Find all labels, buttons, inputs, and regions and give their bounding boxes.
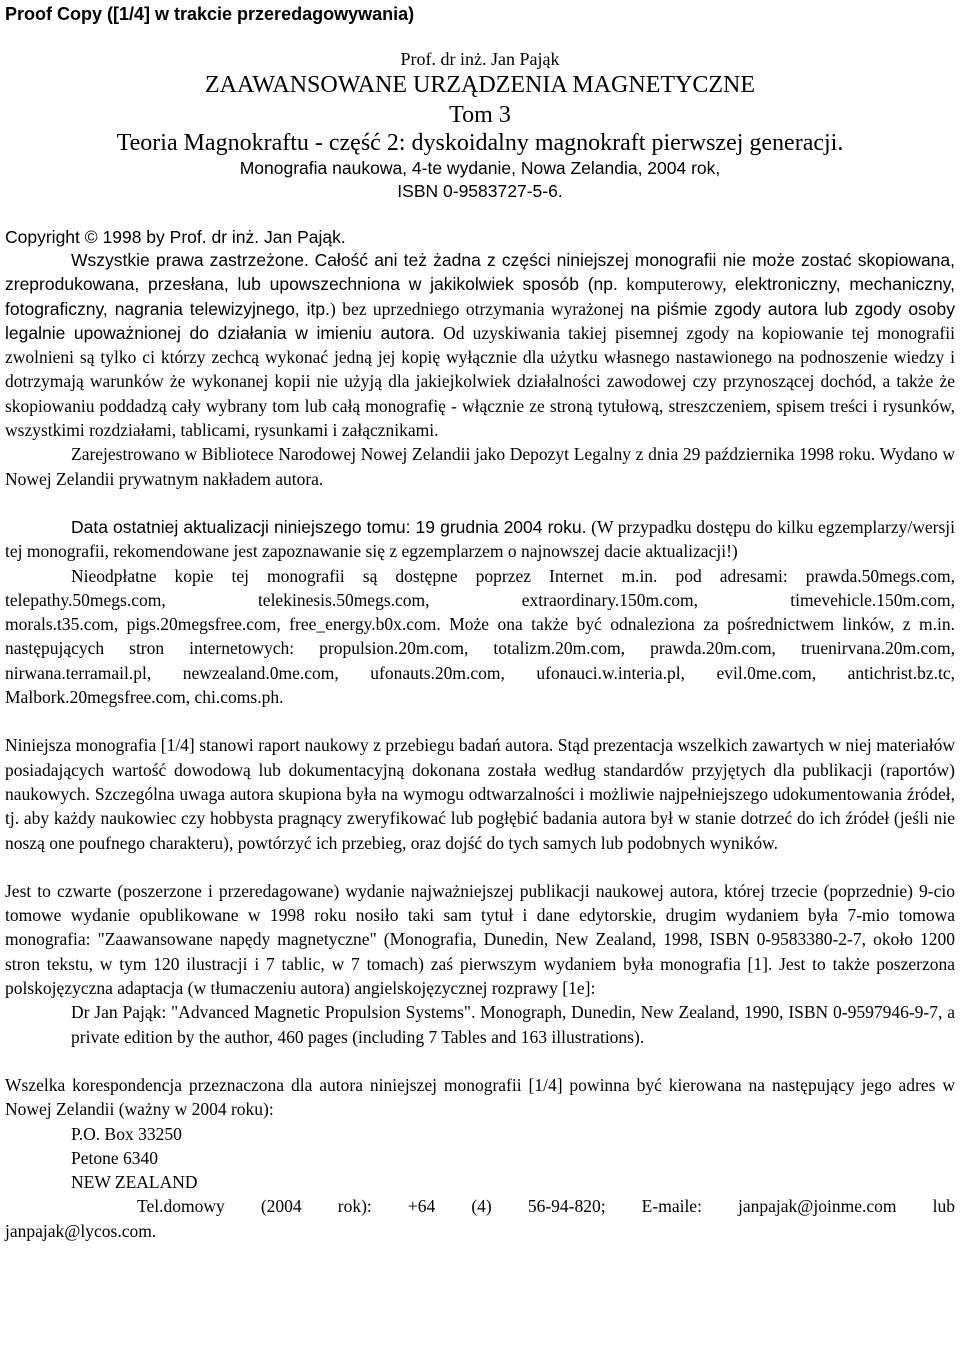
free-copies-line-1: Nieodpłatne kopie tej monografii są dostępne poprzez Internet m.in. pod adresami: prawda.50megs.com,	[71, 565, 955, 586]
copyright-notice	[5, 248, 955, 442]
rights-text-4: ) bez uprzedniego otrzymania wyrażonej	[329, 298, 624, 319]
address-line-1: P.O. Box 33250	[71, 1123, 182, 1144]
registration-paragraph: Zarejestrowano w Bibliotece Narodowej Nowej Zelandii jako Depozyt Legalny z dnia 29 października 1998 roku. Wydano w Nowej Zelandii prywatnym nakładem autora.	[5, 444, 955, 489]
rights-text-6: Od uzyskiwania takiej pisemnej zgody na kopiowanie tej monografii zwolnieni są tylko ci którzy zechcą wykonać jedną jej kopię wyłącznie dla użytku własnego nastawionego na podnoszenie wiedzy i dotrzymają warunków że wykonanej kopii nie użyją dla jakiejkolwiek działalności zawodowej czy przynoszącej dochód, a także że skopiowaniu poddadzą cały wybrany tom lub całą monografię - włącznie ze stroną tytułową, streszczeniem, spisem treści i rysunków, wszystkimi rozdziałami, tablicami, rysunkami i załącznikami.	[5, 322, 955, 441]
rights-text-5: na piśmie zgody autora lub zgody osoby legalnie upoważnionej do działania w imieniu autora.	[5, 298, 956, 343]
address-line-2: Petone 6340	[71, 1147, 159, 1168]
isbn: ISBN 0-9583727-5-6.	[397, 181, 563, 201]
address-line-3: NEW ZEALAND	[71, 1172, 198, 1193]
free-copies-rest: morals.t35.com, pigs.20megsfree.com, free_energy.b0x.com. Może ona także być odnaleziona za pośrednictwem linków, z m.in. następujących stron internetowych: propulsion.20m.com, totalizm.20m.com, prawda.20m.com, truenirvana.20m.com, nirwana.terramail.pl, newzealand.0me.com, ufonauts.20m.com, ufonauci.w.interia.pl, evil.0me.com, antichrist.bz.tc, Malbork.20megsfree.com, chi.coms.ph.	[5, 614, 955, 708]
document-page	[5, 0, 955, 1243]
history-paragraph: Jest to czwarte (poszerzone i przeredagowane) wydanie najważniejszej publikacji naukowej autora, której trzecie (poprzednie) 9-cio tomowe wydanie opublikowane w 1998 roku nosiło taki sam tytuł i dane edytorskie, drugim wydaniem była 7-mio tomowa monografia: "Zaawansowane napędy magnetyczne" (Monografia, Dunedin, New Zealand, 1998, ISBN 0-9583380-2-7, około 1200 stron tekstu, w tym 120 ilustracji i 7 tablic, w 7 tomach) zaś pierwszym wydaniem była monografia [1]. Jest to także poszerzona polskojęzyczna adaptacja (w tłumaczeniu autora) angielskojęzycznej rozprawy [1e]:	[5, 880, 955, 999]
volume-number: Tom 3	[449, 102, 511, 128]
rights-text-3: elektroniczny, mechaniczny, fotograficzny, nagrania telewizyjnego, itp.	[5, 274, 956, 319]
contact-tail: janpajak@lycos.com.	[5, 1220, 157, 1241]
series-title: ZAAWANSOWANE URZĄDZENIA MAGNETYCZNE	[204, 72, 756, 98]
rights-reserved: Wszystkie prawa zastrzeżone.	[71, 250, 309, 270]
rights-text-1: Całość ani też żadna z części niniejszej monografii nie może zostać skopiowana, zreprodukowana, przesłana, lub upowszechniona w jakikolwiek sposób (np.	[5, 250, 956, 295]
volume-subtitle: Teoria Magnokraftu - część 2: dyskoidalny magnokraft pierwszej generacji.	[116, 130, 844, 156]
update-paragraph	[5, 515, 955, 564]
report-paragraph: Niniejsza monografia [1/4] stanowi raport naukowy z przebiegu badań autora. Stąd prezentacja wszelkich zawartych w niej materiałów posiadających wartość dowodową lub dokumentacyjną dokonana została według standardów przyjętych dla publikacji (raportów) naukowych. Szczególna uwaga autora skupiona była na wymogu odtwarzalności i możliwie najpełniejszego udokumentowania źródeł, tj. aby każdy naukowiec czy hobbysta pragnący zweryfikować lub pogłębić badania autora był w stanie dotrzeć do ich źródeł (jeśli nie noszą one poufnego charakteru), powtórzyć ich przebieg, oraz dojść do tych samych lub podobnych wyników.	[5, 735, 955, 853]
free-copies-line-2: telepathy.50megs.com, telekinesis.50megs.com, extraordinary.150m.com, timevehicle.150m.com,	[5, 589, 955, 610]
update-date: Data ostatniej aktualizacji niniejszego tomu: 19 grudnia 2004 roku.	[71, 516, 587, 537]
edition-info: Monografia naukowa, 4-te wydanie, Nowa Zelandia, 2004 rok,	[239, 158, 721, 178]
copyright-line: Copyright © 1998 by Prof. dr inż. Jan Pająk.	[5, 227, 346, 247]
history-citation: Dr Jan Pająk: "Advanced Magnetic Propulsion Systems". Monograph, Dunedin, New Zealand, 1990, ISBN 0-9597946-9-7, a private edition by the author, 460 pages (including 7 Tables and 163 illustrations).	[71, 1002, 955, 1047]
proof-copy-header: Proof Copy ([1/4] w trakcie przeredagowywania)	[5, 4, 415, 24]
author-name: Prof. dr inż. Jan Pająk	[400, 49, 560, 69]
correspondence-paragraph: Wszelka korespondencja przeznaczona dla autora niniejszej monografii [1/4] powinna być kierowana na następujący jego adres w Nowej Zelandii (ważny w 2004 roku):	[5, 1074, 955, 1120]
contact-line: Tel.domowy (2004 rok): +64 (4) 56-94-820; E-maile: janpajak@joinme.com lub	[137, 1196, 955, 1217]
title-block	[5, 48, 955, 203]
rights-text-2: komputerowy,	[617, 274, 727, 295]
update-note: (W przypadku dostępu do kilku egzemplarzy/wersji tej monografii, rekomendowane jest zapoznawanie się z egzemplarzem o najnowszej dacie aktualizacji!)	[5, 516, 955, 562]
